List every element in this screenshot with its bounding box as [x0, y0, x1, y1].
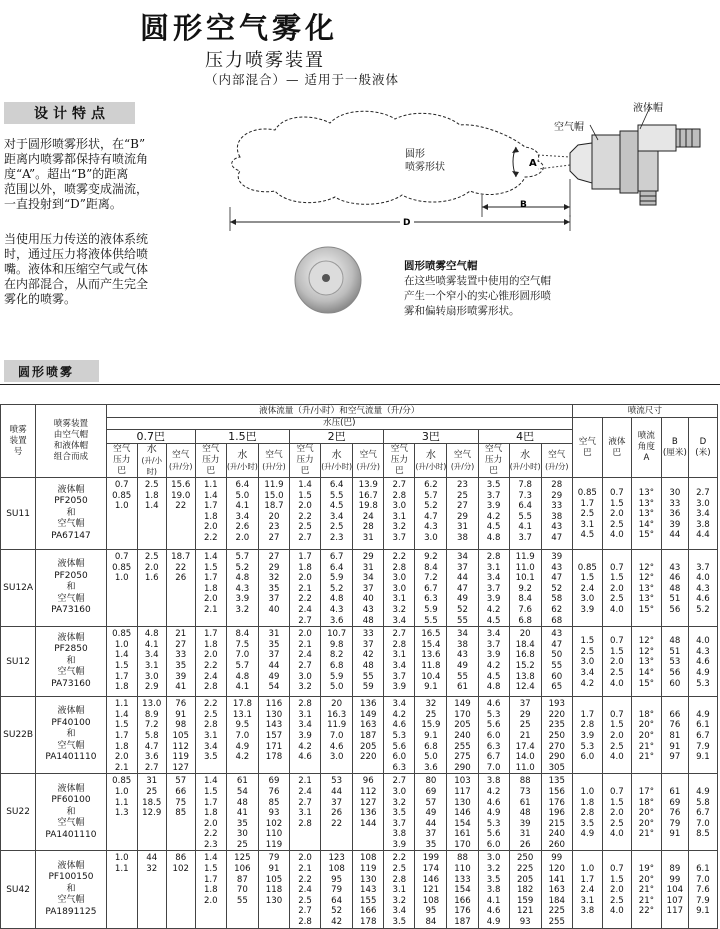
- row-cell: 48 51 53 56 60: [661, 627, 688, 697]
- h-dim-angle-line: A: [643, 453, 650, 463]
- h-sub-water: [226, 444, 258, 478]
- row-cell: 61 54 48 41 35 30 25: [226, 774, 258, 851]
- row-combo-line: 空气帽: [57, 519, 85, 530]
- row-model-id: SU22B: [1, 697, 36, 774]
- row-cell: 193 220 235 250 270 290 305: [541, 697, 572, 774]
- row-cell: 89 99 104 107 117: [661, 851, 688, 928]
- h-pressure: 3巴: [384, 430, 478, 444]
- row-cell: 4.6 5.3 5.6 6.0 6.3 6.7 7.0: [478, 697, 509, 774]
- h-pressure: 4巴: [478, 430, 572, 444]
- h-sub-line: (升/小时): [415, 461, 447, 471]
- row-cell: 33 37 42 48 55 59: [353, 627, 384, 697]
- h-combo-line: 和液体帽: [53, 441, 89, 451]
- row-cell: 88 73 61 48 39 31 26: [509, 774, 541, 851]
- h-sub-line: (升/小时): [509, 461, 541, 471]
- row-cell: 1.1 1.4 1.5 1.7 1.8 2.0 2.1: [106, 697, 137, 774]
- page-title: 圆形空气雾化: [140, 11, 339, 45]
- h-pressure: 1.5巴: [195, 430, 289, 444]
- h-sub-line: 压力: [390, 455, 408, 465]
- row-cell: 31 35 37 44 49 54: [258, 627, 289, 697]
- row-cell: 2.0 2.1 2.2 2.4 2.5 2.7 2.8: [290, 851, 321, 928]
- row-cell: 136 149 163 187 205 220: [353, 697, 384, 774]
- h-model-line: 喷雾: [9, 424, 27, 435]
- row-cell: 3.0 3.2 3.5 3.8 4.1 4.6 4.9: [478, 851, 509, 928]
- page-subsubtitle: （内部混合）— 适用于一般液体: [205, 72, 399, 87]
- h-sub-line: 巴: [117, 466, 127, 476]
- features-heading: 设计特点: [4, 102, 135, 124]
- row-cell: 12° 12° 13° 13° 15°: [631, 550, 661, 627]
- row-combo-line: 和: [66, 806, 76, 817]
- row-combo: [36, 627, 106, 697]
- table-row: [1, 774, 718, 851]
- h-sub-line: 水: [146, 444, 157, 455]
- features-para1: [4, 137, 204, 212]
- row-cell: 13.9 16.7 19.8 24 28 31: [353, 478, 384, 550]
- h-sub-water: [509, 444, 541, 478]
- h-dim-d: [688, 418, 717, 478]
- row-cell: 6.7 6.4 5.9 5.2 4.8 4.3 3.6: [321, 550, 353, 627]
- row-cell: 86 102: [166, 851, 195, 928]
- row-combo-line: 空气帽: [57, 667, 85, 678]
- h-sub-air-pressure: [384, 444, 415, 478]
- row-cell: 10.7 9.8 8.2 6.8 5.9 5.0: [321, 627, 353, 697]
- h-sub-line: (升/小时): [226, 461, 258, 471]
- label-d: D: [403, 218, 411, 228]
- row-cell: 108 119 130 143 155 166 178: [353, 851, 384, 928]
- air-cap-orifice: [322, 274, 330, 282]
- cap-note: [404, 259, 604, 319]
- h-sub-line: (升/小时): [321, 461, 353, 471]
- row-combo-line: 空气帽: [57, 818, 85, 829]
- h-sub-line: 空气: [172, 449, 190, 460]
- h-sub-line: (升/分): [262, 461, 286, 471]
- h-dim-d-line: D: [699, 436, 707, 447]
- row-cell: 12° 12° 13° 14° 15°: [631, 627, 661, 697]
- row-cell: 44 32: [137, 851, 166, 928]
- label-b: B: [520, 200, 527, 210]
- row-cell: 6.4 5.5 4.5 3.4 2.5 2.3: [321, 478, 353, 550]
- row-combo-line: 液体帽: [57, 484, 85, 495]
- row-cell: 2.0 2.1 2.4 2.7 3.0 3.2: [290, 627, 321, 697]
- row-cell: 0.85 1.0 1.4 1.5 1.7 1.8: [106, 627, 137, 697]
- row-cell: 6.4 5.0 4.1 3.4 2.6 2.0: [226, 478, 258, 550]
- pattern-label: [405, 148, 445, 174]
- row-cell: 4.9 5.8 6.7 7.0 8.5: [688, 774, 717, 851]
- row-model-id: SU12: [1, 627, 36, 697]
- h-sub-line: 水: [237, 449, 248, 461]
- row-cell: 29 31 34 37 40 43 48: [353, 550, 384, 627]
- row-cell: 17.8 13.1 9.5 7.0 4.9 4.2: [226, 697, 258, 774]
- h-pressure: 2巴: [290, 430, 384, 444]
- row-cell: 43 46 48 51 56: [661, 550, 688, 627]
- row-cell: 1.7 1.8 2.0 2.2 2.4 2.8: [195, 627, 226, 697]
- row-combo-line: 液体帽: [57, 783, 85, 794]
- h-sub-line: 巴: [489, 466, 498, 476]
- h-sub-air-pressure: [106, 444, 137, 478]
- row-cell: 4.0 4.3 4.6 4.9 5.3: [688, 627, 717, 697]
- h-sub-water: [137, 444, 166, 478]
- h-sub-air-pressure: [290, 444, 321, 478]
- h-sub-line: 压力: [484, 455, 503, 465]
- table-row: [1, 550, 718, 627]
- cap-note-line: 产生一个窄小的实心锥形圆形喷: [404, 290, 551, 302]
- row-combo-line: 空气帽: [57, 895, 85, 906]
- row-cell: 57 66 75 85: [166, 774, 195, 851]
- h-model: [1, 405, 36, 478]
- row-cell: 2.8 3.1 3.4 3.9 4.2 4.6: [290, 697, 321, 774]
- row-cell: 43 47 50 55 60 65: [541, 627, 572, 697]
- h-sub-line: 水: [331, 449, 342, 461]
- row-model-id: SU22: [1, 774, 36, 851]
- h-combo-line: 由空气帽: [53, 430, 89, 440]
- h-sub-line: 空气: [359, 449, 377, 460]
- h-sub-water: [321, 444, 353, 478]
- para2-line: 在内部混合，从而产生完全: [4, 277, 149, 291]
- spray-diagram: [220, 95, 715, 245]
- h-dim-liquid-line: 液体: [608, 436, 626, 447]
- cap-note-line: 雾和偏转扇形喷雾形状。: [404, 305, 520, 317]
- pattern-label-line: 圆形: [405, 149, 425, 160]
- air-cap-label: 空气帽: [554, 122, 584, 133]
- spray-cloud-shape: [232, 111, 544, 204]
- row-cell: 61 69 76 79 91: [661, 774, 688, 851]
- h-dim-air-line: 空气: [578, 436, 596, 447]
- row-cell: 66 76 81 91 97: [661, 697, 688, 774]
- row-cell: 1.7 2.8 3.9 5.3 6.0: [572, 697, 602, 774]
- h-model-line: 装置: [9, 435, 27, 446]
- row-cell: 11.9 11.0 10.1 9.2 8.4 7.6 6.8: [509, 550, 541, 627]
- h-sub-line: 压力: [202, 455, 220, 465]
- row-cell: 1.4 1.5 1.7 1.8 2.0 2.2 2.3: [195, 774, 226, 851]
- liquid-cap-label: 液体帽: [633, 103, 663, 114]
- nozzle-icon: [570, 125, 700, 205]
- row-cell: 0.7 1.5 2.0 2.5 4.0: [602, 550, 631, 627]
- row-cell: 123 108 95 79 64 52 42: [321, 851, 353, 928]
- h-sub-air-pressure: [195, 444, 226, 478]
- row-cell: 1.0 1.1: [106, 851, 137, 928]
- row-combo-line: 空气帽: [57, 740, 85, 751]
- row-combo-line: 和: [66, 582, 76, 593]
- row-combo-line: PF2050: [54, 496, 88, 507]
- row-combo-line: 液体帽: [57, 706, 85, 717]
- row-cell: 0.7 1.5 2.0 2.5 4.0: [602, 774, 631, 851]
- h-sub-airflow: [447, 444, 478, 478]
- row-cell: 2.7 3.0 3.2 3.5 3.7 3.8 3.9: [384, 774, 415, 851]
- row-cell: 6.1 7.0 7.6 7.9 9.1: [688, 851, 717, 928]
- row-cell: 18.7 22 26: [166, 550, 195, 627]
- row-cell: 1.4 1.5 2.0 2.2 2.5 2.7: [290, 478, 321, 550]
- row-combo-line: PF60100: [51, 795, 91, 806]
- divider: [0, 384, 720, 385]
- row-cell: 5.7 5.2 4.8 4.3 3.9 3.2: [226, 550, 258, 627]
- h-sub-line: (升/分): [450, 461, 475, 471]
- row-cell: 2.7 3.0 3.4 3.8 4.4: [688, 478, 717, 550]
- row-cell: 32 25 15.9 9.1 6.8 5.0 3.6: [415, 697, 447, 774]
- h-sub-line: 巴: [395, 466, 404, 476]
- row-cell: 3.4 3.7 3.9 4.2 4.5 4.8: [478, 627, 509, 697]
- row-cell: 149 170 205 240 255 275 290: [447, 697, 478, 774]
- row-cell: 23 25 27 29 31 38: [447, 478, 478, 550]
- h-sub-airflow: [541, 444, 572, 478]
- row-cell: 2.8 3.1 3.4 3.7 3.9 4.2 4.5: [478, 550, 509, 627]
- para2-line: 雾化的喷雾。: [4, 292, 77, 306]
- row-cell: 27 29 32 35 37 40: [258, 550, 289, 627]
- row-cell: 2.2 2.8 3.0 3.0 3.1 3.2 3.4: [384, 550, 415, 627]
- page-subtitle: 压力喷雾装置: [205, 50, 325, 71]
- h-sub-line: 水: [520, 449, 531, 461]
- h-sub-line: 空气: [296, 444, 314, 454]
- label-a: A: [529, 158, 537, 169]
- row-cell: 79 91 105 118 130: [258, 851, 289, 928]
- row-cell: 30 33 36 39 44: [661, 478, 688, 550]
- row-model-id: SU12A: [1, 550, 36, 627]
- row-cell: 34 37 44 47 49 52 55: [447, 550, 478, 627]
- h-sub-water: [415, 444, 447, 478]
- h-sub-line: 空气: [202, 444, 220, 454]
- row-combo: [36, 550, 106, 627]
- row-cell: 2.7 2.8 3.1 3.4 3.7 3.9: [384, 627, 415, 697]
- row-combo-line: PA1401110: [45, 752, 97, 763]
- row-cell: 2.2 2.5 2.8 3.1 3.4 3.5: [195, 697, 226, 774]
- row-cell: 20 18.4 16.8 15.2 13.8 12.4: [509, 627, 541, 697]
- h-sub-line: 空气: [390, 444, 408, 454]
- row-combo-line: PF100150: [48, 872, 94, 883]
- h-combo-line: 组合而成: [53, 452, 89, 462]
- row-combo-line: PA73160: [51, 605, 91, 616]
- h-model-line: 号: [13, 446, 23, 457]
- h-sub-line: (升/分): [169, 461, 193, 471]
- para1-line: 距离内喷雾都保持有喷流角: [4, 152, 149, 166]
- cap-note-title: 圆形喷雾空气帽: [404, 260, 478, 272]
- h-dim-b: [661, 418, 688, 478]
- h-combo-line: 喷雾装置: [53, 419, 89, 429]
- row-cell: 3.4 4.2 4.6 5.3 5.6 6.0 6.3: [384, 697, 415, 774]
- row-cell: 4.9 6.1 6.7 7.9 9.1: [688, 697, 717, 774]
- row-cell: 88 110 133 154 166 176 187: [447, 851, 478, 928]
- h-sub-air-pressure: [478, 444, 509, 478]
- h-sub-line: 空气: [484, 444, 503, 454]
- h-dim-liquid-line: 巴: [612, 447, 622, 458]
- row-cell: 0.7 0.85 1.0: [106, 478, 137, 550]
- row-combo-line: 液体帽: [57, 860, 85, 871]
- spray-cone: [538, 155, 570, 169]
- row-cell: 1.4 1.5 1.7 1.8 2.0 2.1: [195, 550, 226, 627]
- h-sub-line: 空气: [113, 444, 131, 454]
- para2-line: 嘴。液体和压缩空气或气体: [4, 262, 149, 276]
- h-sub-line: 水: [425, 449, 436, 461]
- para2-line: 时，通过压力将液体供给喷: [4, 247, 149, 261]
- para1-line: 度“A”。超出“B”的距离: [4, 167, 129, 181]
- h-sub-airflow: [353, 444, 384, 478]
- row-cell: 18° 20° 20° 21° 21°: [631, 697, 661, 774]
- row-combo-line: PA73160: [51, 678, 91, 689]
- h-sub-line: 巴: [300, 466, 310, 476]
- row-combo-line: 液体帽: [57, 632, 85, 643]
- row-combo-line: PF2050: [54, 570, 88, 581]
- h-sub-airflow: [258, 444, 289, 478]
- row-cell: 8.4 7.5 7.0 5.7 4.8 4.1: [226, 627, 258, 697]
- row-cell: 69 76 85 93 102 110 119: [258, 774, 289, 851]
- spec-table: [0, 404, 718, 929]
- row-combo: [36, 697, 106, 774]
- row-cell: 13° 13° 13° 14° 15°: [631, 478, 661, 550]
- para1-line: 一直投射到“D”距离。: [4, 197, 122, 211]
- row-cell: 2.2 2.5 2.8 3.1 3.2 3.4 3.5: [384, 851, 415, 928]
- row-cell: 96 112 127 136 144: [353, 774, 384, 851]
- row-combo-line: PF2850: [54, 644, 88, 655]
- h-sub-line: (升/小时): [141, 456, 162, 476]
- row-cell: 0.7 0.85 1.0: [106, 550, 137, 627]
- row-combo-line: 和: [66, 729, 76, 740]
- h-dim-b-line: B: [671, 436, 678, 447]
- row-cell: 6.2 5.7 5.2 4.7 4.3 3.0: [415, 478, 447, 550]
- row-cell: 199 174 146 121 108 95 84: [415, 851, 447, 928]
- row-cell: 99 120 141 163 184 225 255: [541, 851, 572, 928]
- round-spray-heading: 圆形喷雾: [4, 360, 99, 382]
- table-row: [1, 697, 718, 774]
- row-cell: 1.4 1.5 1.7 1.8 2.0: [195, 851, 226, 928]
- row-combo-line: PF40100: [51, 717, 91, 728]
- row-cell: 2.5 1.8 1.4: [137, 478, 166, 550]
- row-cell: 0.85 1.5 2.4 3.0 3.9: [572, 550, 602, 627]
- row-cell: 28 29 33 38 43 47: [541, 478, 572, 550]
- row-cell: 1.7 1.8 2.0 2.1 2.2 2.4 2.7: [290, 550, 321, 627]
- row-cell: 80 69 57 49 44 37 35: [415, 774, 447, 851]
- row-combo-line: PA67147: [51, 530, 91, 541]
- row-cell: 1.0 1.8 2.8 3.5 4.9: [572, 774, 602, 851]
- features-para2: [4, 232, 204, 307]
- row-cell: 7.8 7.3 6.4 5.5 4.1 3.7: [509, 478, 541, 550]
- row-cell: 0.7 1.5 2.0 2.5 4.0: [602, 627, 631, 697]
- row-model-id: SU11: [1, 478, 36, 550]
- row-cell: 15.6 19.0 22: [166, 478, 195, 550]
- row-cell: 2.1 2.4 2.7 3.1 2.8: [290, 774, 321, 851]
- row-combo: [36, 478, 106, 550]
- row-cell: 11.9 15.0 18.7 20 23 27: [258, 478, 289, 550]
- h-sub-line: 空气: [548, 449, 566, 460]
- h-dim-b-line: (厘米): [662, 447, 687, 458]
- row-combo-line: PA1401110: [45, 829, 97, 840]
- row-cell: 3.5 3.7 3.9 4.2 4.5 4.8: [478, 478, 509, 550]
- h-sub-airflow: [166, 444, 195, 478]
- row-cell: 0.7 1.5 2.0 2.5 4.0: [602, 851, 631, 928]
- h-flow: 液体流量（升/小时）和空气流量（升/分）: [106, 405, 572, 418]
- row-cell: 19° 20° 21° 21° 22°: [631, 851, 661, 928]
- row-cell: 103 117 130 146 154 161 170: [447, 774, 478, 851]
- pattern-label-line: 喷雾形状: [405, 162, 445, 173]
- row-combo-line: 空气帽: [57, 593, 85, 604]
- row-cell: 16.5 15.4 13.6 11.8 10.4 9.1: [415, 627, 447, 697]
- h-sub-line: (升/分): [545, 461, 569, 471]
- row-cell: 0.85 1.0 1.1 1.3: [106, 774, 137, 851]
- row-combo: [36, 851, 106, 928]
- row-cell: 53 44 37 26 22: [321, 774, 353, 851]
- row-cell: 13.0 8.9 7.2 5.8 4.7 3.6 2.7: [137, 697, 166, 774]
- h-dim-angle: [631, 418, 661, 478]
- row-cell: 21 27 33 35 39 41: [166, 627, 195, 697]
- table-row: [1, 851, 718, 928]
- row-cell: 116 130 143 157 171 178: [258, 697, 289, 774]
- row-cell: 20 16.3 11.9 7.0 4.6 3.0: [321, 697, 353, 774]
- row-combo-line: PA1891125: [45, 906, 97, 917]
- h-sub-line: (升/分): [356, 461, 380, 471]
- air-cap-photo: [292, 244, 364, 316]
- row-cell: 31 25 18.5 12.9: [137, 774, 166, 851]
- h-dim-d-line: (米): [695, 447, 711, 458]
- row-cell: 17° 18° 20° 20° 21°: [631, 774, 661, 851]
- para2-line: 当使用压力传送的液体系统: [4, 232, 149, 246]
- row-model-id: SU42: [1, 851, 36, 928]
- para1-line: 对于圆形喷雾形状，在“B”: [4, 137, 146, 151]
- row-cell: 9.2 8.4 7.2 6.7 6.3 5.9 5.5: [415, 550, 447, 627]
- h-dim-angle-line: 喷流: [637, 431, 655, 441]
- row-cell: 37 29 25 21 17.4 14.0 11.0: [509, 697, 541, 774]
- row-combo-line: 和: [66, 655, 76, 666]
- row-cell: 250 225 205 182 159 121 93: [509, 851, 541, 928]
- row-cell: 0.7 1.5 2.0 2.5 4.0: [602, 697, 631, 774]
- h-dim-angle-line: 角度: [637, 442, 655, 452]
- row-cell: 3.7 4.0 4.3 4.6 5.2: [688, 550, 717, 627]
- table-row: [1, 478, 718, 550]
- h-water: 水压(巴): [106, 418, 572, 430]
- table-row: [1, 627, 718, 697]
- h-dims: 喷流尺寸: [572, 405, 717, 418]
- h-pressure: 0.7巴: [106, 430, 195, 444]
- row-cell: 1.0 1.7 2.4 3.1 3.8: [572, 851, 602, 928]
- para1-line: 范围以外，喷雾变成湍流，: [4, 182, 149, 196]
- row-cell: 0.7 1.5 2.0 2.5 4.0: [602, 478, 631, 550]
- h-dim-liquid: [602, 418, 631, 478]
- row-cell: 39 43 47 52 58 62 68: [541, 550, 572, 627]
- h-sub-line: 巴: [206, 466, 216, 476]
- h-sub-line: 空气: [453, 449, 472, 460]
- row-cell: 125 106 87 70 55: [226, 851, 258, 928]
- row-cell: 2.5 2.0 1.6: [137, 550, 166, 627]
- row-cell: 3.8 4.2 4.6 4.9 5.3 5.6 6.0: [478, 774, 509, 851]
- row-cell: 76 91 98 105 112 119 127: [166, 697, 195, 774]
- row-cell: 1.1 1.4 1.7 1.8 2.0 2.2: [195, 478, 226, 550]
- row-combo-line: 和: [66, 507, 76, 518]
- row-cell: 1.5 2.5 3.0 3.4 4.2: [572, 627, 602, 697]
- row-cell: 135 156 176 196 215 240 260: [541, 774, 572, 851]
- row-combo: [36, 774, 106, 851]
- h-dim-air: [572, 418, 602, 478]
- h-sub-line: 压力: [296, 455, 314, 465]
- h-combo: [36, 405, 106, 478]
- cap-note-line: 在这些喷雾装置中使用的空气帽: [404, 275, 551, 287]
- row-cell: 0.85 1.7 2.5 3.1 4.5: [572, 478, 602, 550]
- h-sub-line: 空气: [265, 449, 283, 460]
- row-combo-line: 液体帽: [57, 559, 85, 570]
- row-cell: 34 38 43 49 55 61: [447, 627, 478, 697]
- row-combo-line: 和: [66, 883, 76, 894]
- row-cell: 4.8 4.1 3.4 3.1 3.0 2.9: [137, 627, 166, 697]
- row-cell: 2.7 2.8 3.0 3.1 3.2 3.7: [384, 478, 415, 550]
- h-dim-air-line: 巴: [583, 447, 592, 458]
- h-sub-line: 压力: [113, 455, 131, 465]
